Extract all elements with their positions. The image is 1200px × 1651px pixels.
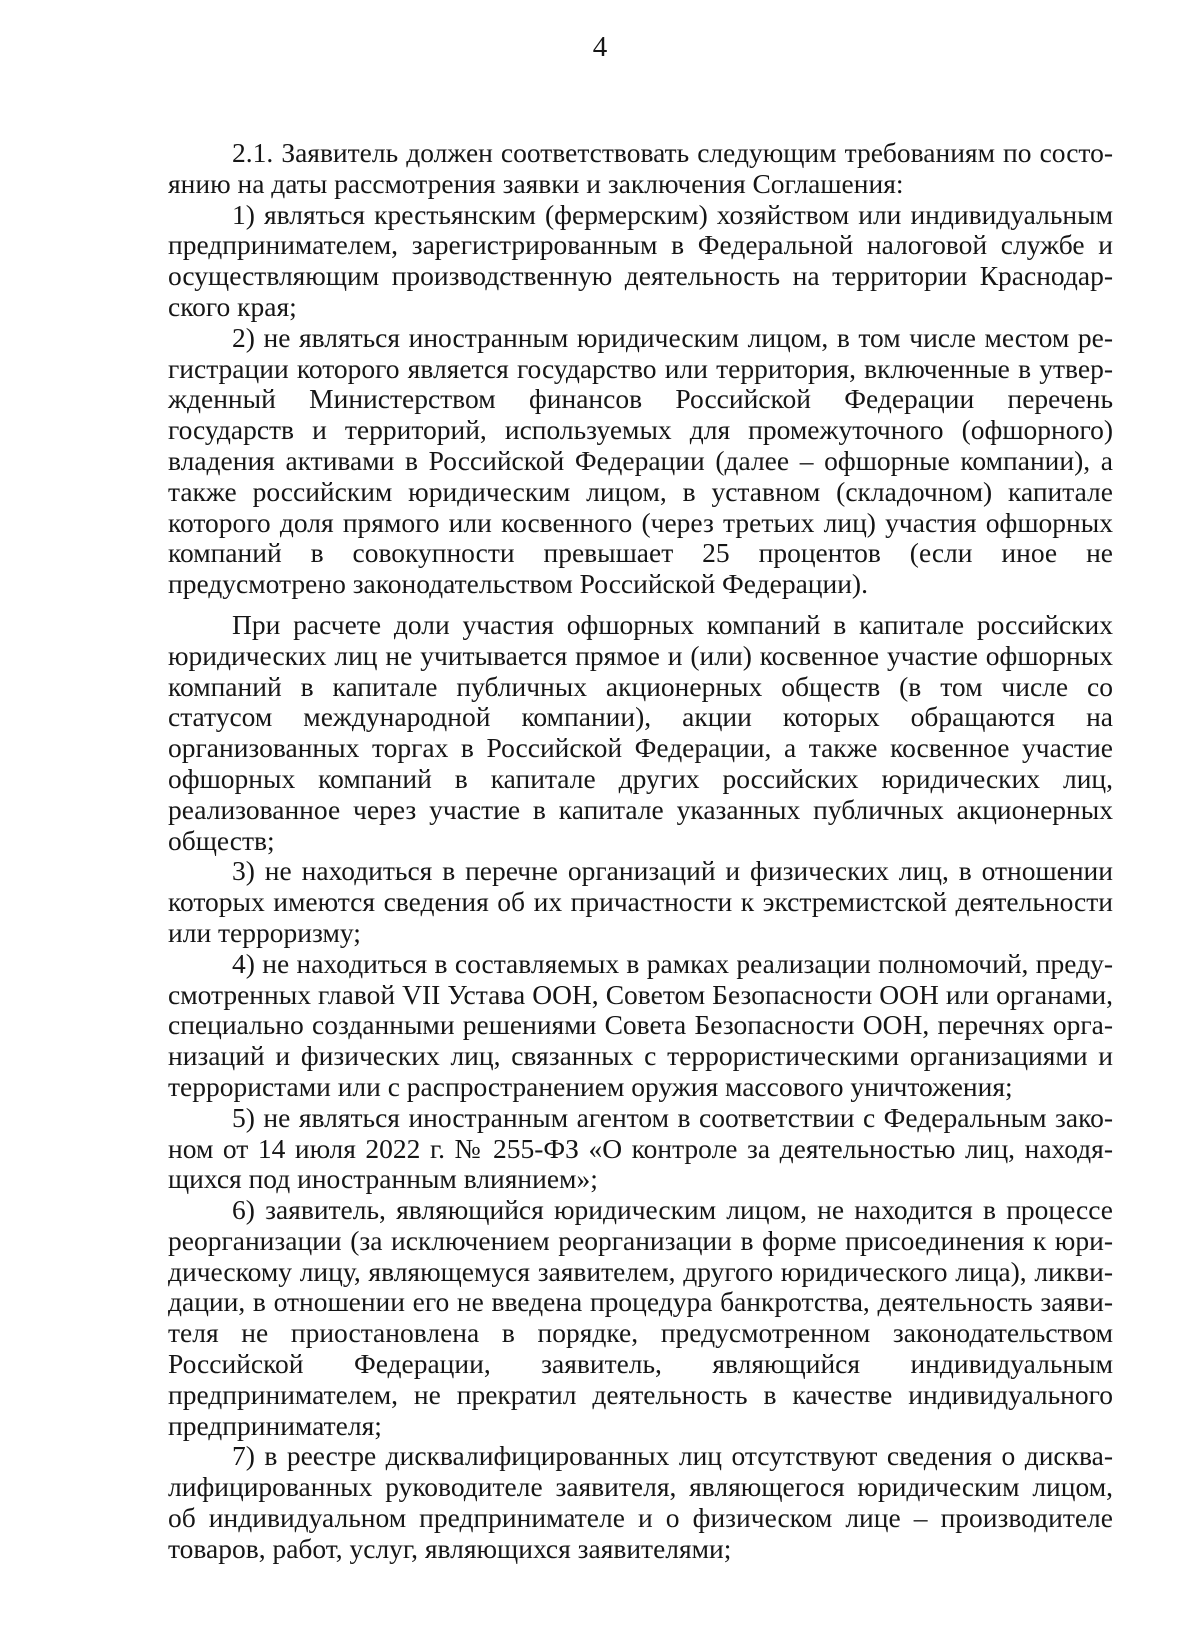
paragraph-item-6: 6) заявитель, являющийся юридическим лицом, не находится в процессе реорганизации (за исключением реорганизации в форме присоединения к юридическому лицу, являющемуся заявителем, другого юридического лица), ликвидации, в отношении его не введена процедура банкротства, деятельность заявителя не приостановлена в порядке, предусмотренном законодательством Российской Федерации, заявитель, являющийся индивидуальным предпринимателем, не прекратил деятельность в качестве индивидуального предпринимателя;: [168, 1194, 1113, 1441]
document-body: [168, 138, 1113, 1565]
paragraph-item-7: 7) в реестре дисквалифицированных лиц отсутствуют сведения о дисквалифицированных руководителе заявителя, являющегося юридическим лицом, об индивидуальном предпринимателе и о физическом лице – производителе товаров, работ, услуг, являющихся заявителями;: [168, 1440, 1113, 1564]
paragraph-item-5: 5) не являться иностранным агентом в соответствии с Федеральным законом от 14 июля 2022 г. № 255-ФЗ «О контроле за деятельностью лиц, находящихся под иностранным влиянием»;: [168, 1101, 1113, 1195]
paragraph-offshore-note: При расчете доли участия офшорных компаний в капитале российских юридических лиц не учитывается прямое и (или) косвенное участие офшорных компаний в капитале публичных акционерных обществ (в том числе со статусом международной компании), акции которых обращаются на организованных торгах в Российской Федерации, а также косвенное участие офшорных компаний в капитале других российских юридических лиц, реализованное через участие в капитале указанных публичных акционерных обществ;: [168, 608, 1113, 856]
paragraph-item-4: 4) не находиться в составляемых в рамках реализации полномочий, предусмотренных главой VII Устава ООН, Советом Безопасности ООН или органами, специально созданными решениями Совета Безопасности ООН, перечнях организаций и физических лиц, связанных с террористическими организациями и террористами или с распространением оружия массового уничтожения;: [168, 947, 1113, 1102]
paragraph-item-3: 3) не находиться в перечне организаций и физических лиц, в отношении которых имеются сведения об их причастности к экстремистской деятельности или терроризму;: [168, 855, 1113, 948]
paragraph-item-2: 2) не являться иностранным юридическим лицом, в том числе местом регистрации которого является государство или территория, включенные в утвержденный Министерством финансов Российской Федерации перечень государств и территорий, используемых для промежуточного (офшорного) владения активами в Российской Федерации (далее – офшорные компании), а также российским юридическим лицом, в уставном (складочном) капитале которого доля прямого или косвенного (через третьих лиц) участия офшорных компаний в совокупности превышает 25 процентов (если иное не предусмотрено законодательством Российской Федерации).: [168, 321, 1113, 600]
paragraph-item-1: 1) являться крестьянским (фермерским) хозяйством или индивидуальным предпринимателем, зарегистрированным в Федеральной налоговой службе и осуществляющим производственную деятельность на территории Краснодарского края;: [168, 198, 1113, 322]
paragraph-2-1: 2.1. Заявитель должен соответствовать следующим требованиям по состоянию на даты рассмотрения заявки и заключения Соглашения:: [168, 137, 1113, 199]
page-number: 4: [592, 31, 608, 63]
